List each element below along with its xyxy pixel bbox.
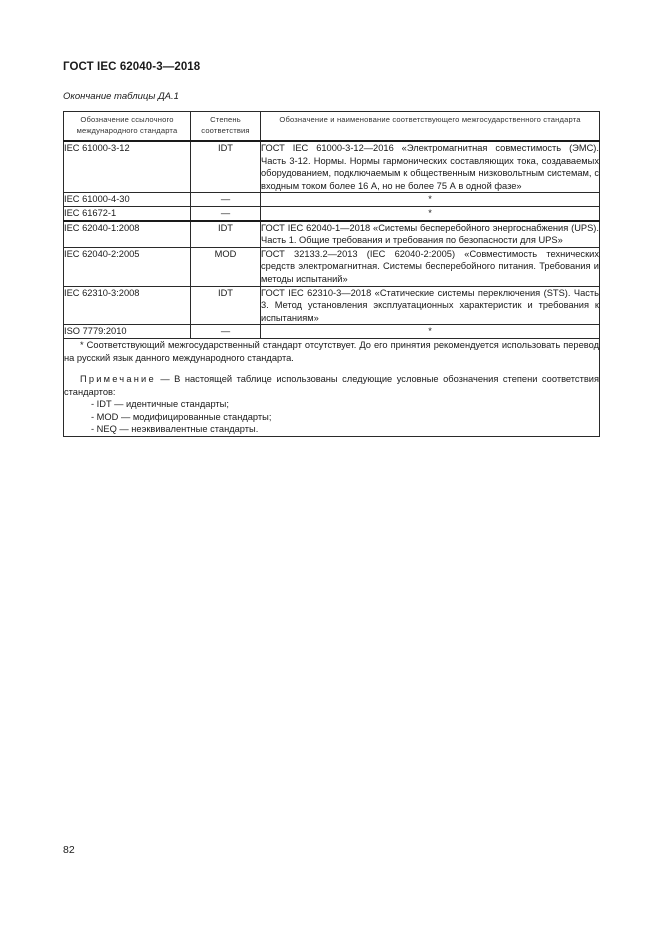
- cell-code: IEC 62040-2:2005: [64, 247, 191, 286]
- table-row: [64, 286, 600, 325]
- cell-name: ГОСТ 32133.2—2013 (IEC 62040-2:2005) «Совместимость технических средств электромагнитная. Системы бесперебойного питания. Требования и методы испытаний»: [261, 247, 600, 286]
- column-header-name: Обозначение и наименование соответствующего межгосударственного стандарта: [261, 112, 600, 142]
- column-header-code: Обозначение ссылочного международного стандарта: [64, 112, 191, 142]
- table-row: [64, 325, 600, 339]
- cell-code: IEC 61000-4-30: [64, 193, 191, 207]
- note-lead: Примечание: [80, 374, 156, 385]
- cell-code: ISO 7779:2010: [64, 325, 191, 339]
- table-row: [64, 221, 600, 248]
- cell-degree: MOD: [191, 247, 261, 286]
- cell-degree: —: [191, 193, 261, 207]
- table-caption: Окончание таблицы ДА.1: [63, 91, 179, 102]
- note-list-item: - NEQ — неэквивалентные стандарты.: [91, 424, 259, 435]
- cell-code: IEC 62310-3:2008: [64, 286, 191, 325]
- page-number: 82: [63, 844, 75, 856]
- table-row: [64, 193, 600, 207]
- cell-name: *: [261, 206, 600, 220]
- table-footnote-cell: [64, 338, 600, 436]
- cell-degree: IDT: [191, 141, 261, 193]
- cell-name: *: [261, 193, 600, 207]
- cell-degree: —: [191, 206, 261, 220]
- standards-table: [63, 111, 600, 437]
- column-header-degree: Степень соответствия: [191, 112, 261, 142]
- note-list-item: - IDT — идентичные стандарты;: [91, 399, 229, 410]
- cell-code: IEC 61672-1: [64, 206, 191, 220]
- document-title: ГОСТ IEC 62040-3—2018: [63, 61, 201, 73]
- table-footnote-row: [64, 338, 600, 436]
- table-row: [64, 206, 600, 220]
- cell-degree: —: [191, 325, 261, 339]
- note-text: — В настоящей таблице использованы следующие условные обозначения степени соответствия стандартов:: [64, 374, 599, 397]
- cell-name: ГОСТ IEC 62310-3—2018 «Статические системы переключения (STS). Часть 3. Метод установления эксплуатационных характеристик и требования к испытаниям»: [261, 286, 600, 325]
- cell-degree: IDT: [191, 286, 261, 325]
- cell-degree: IDT: [191, 221, 261, 248]
- cell-name: ГОСТ IEC 62040-1—2018 «Системы бесперебойного энергоснабжения (UPS). Часть 1. Общие требования и требования по безопасности для UPS»: [261, 221, 600, 248]
- cell-code: IEC 62040-1:2008: [64, 221, 191, 248]
- cell-name: *: [261, 325, 600, 339]
- table-row: [64, 141, 600, 193]
- cell-code: IEC 61000-3-12: [64, 141, 191, 193]
- cell-name: ГОСТ IEC 61000-3-12—2016 «Электромагнитная совместимость (ЭМС). Часть 3-12. Нормы. Нормы гармонических составляющих тока, создаваемых оборудованием, подключаемым к общественным низковольтным системам, с входным током более 16 А, но не более 75 А в одной фазе»: [261, 141, 600, 193]
- footnote-text: * Соответствующий межгосударственный стандарт отсутствует. До его принятия рекомендуется использовать перевод на русский язык данного международного стандарта.: [64, 339, 599, 363]
- note-paragraph: [64, 373, 599, 398]
- note-list-item: - MOD — модифицированные стандарты;: [91, 411, 272, 422]
- table-header-row: [64, 112, 600, 142]
- table-row: [64, 247, 600, 286]
